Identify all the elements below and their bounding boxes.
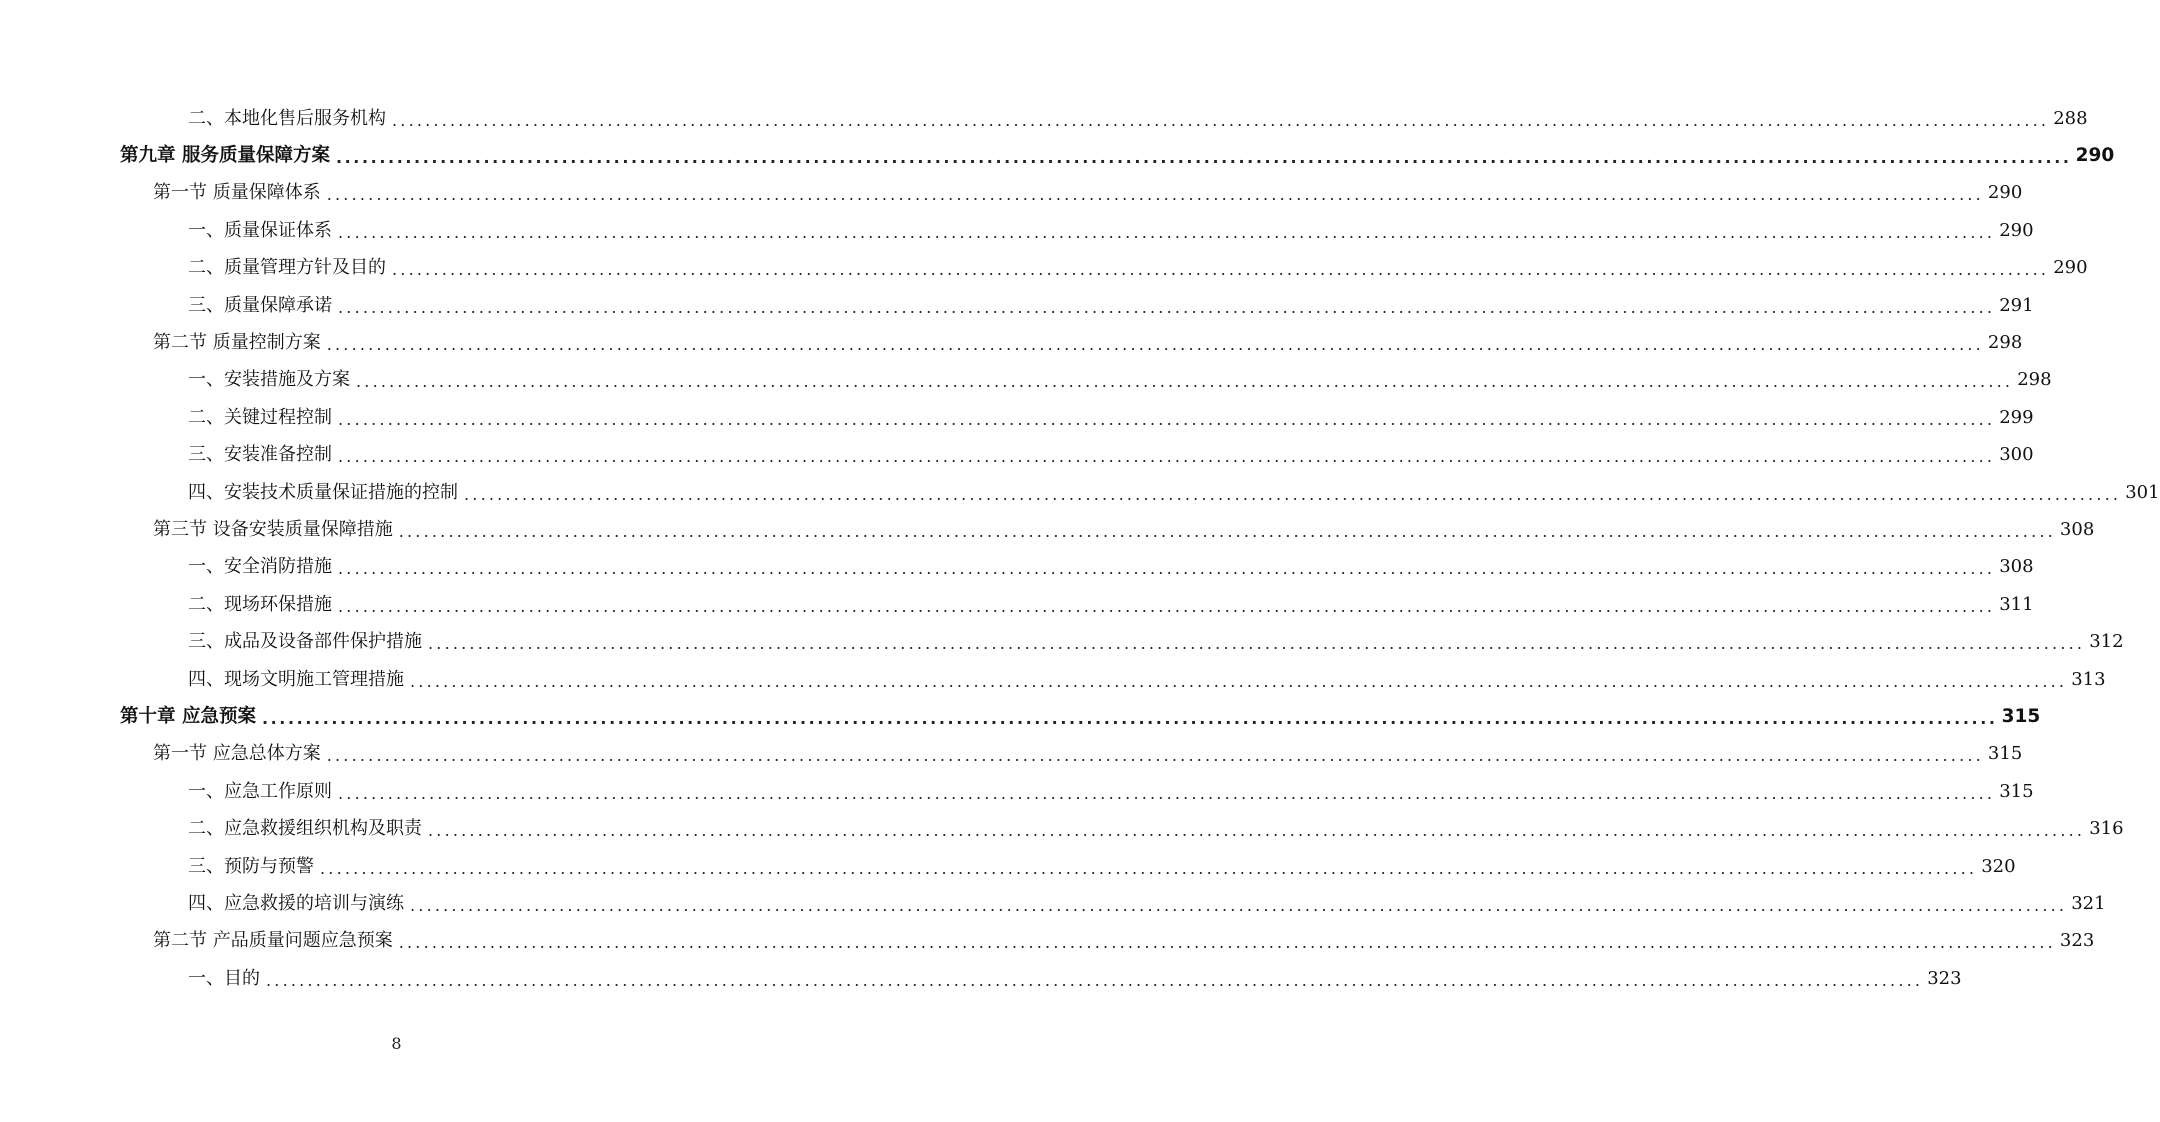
toc-entry-page: 290 — [2053, 257, 2088, 279]
toc-entry-page: 298 — [1987, 332, 2023, 354]
toc-entry-page: 323 — [2059, 930, 2095, 952]
toc-entry-title: 第一节 应急总体方案 — [153, 743, 321, 765]
table-of-contents — [0, 100, 2160, 997]
toc-entry-title: 三、安装准备控制 — [188, 444, 332, 466]
toc-entry-page: 299 — [1999, 406, 2034, 428]
toc-dot-leader: ........................................................................................................................................................................................................ — [356, 372, 2014, 392]
toc-entry-title: 第一节 质量保障体系 — [153, 182, 321, 204]
toc-dot-leader: ........................................................................................................................................................................................................ — [338, 297, 1996, 317]
toc-entry-title: 第九章 服务质量保障方案 — [120, 145, 330, 167]
toc-dot-leader: ........................................................................................................................................................................................................ — [428, 634, 2086, 654]
toc-entry-page: 288 — [2053, 107, 2088, 129]
toc-entry-title: 二、现场环保措施 — [188, 593, 332, 615]
toc-chapter-entry[interactable] — [0, 698, 2041, 735]
toc-subsection-entry[interactable] — [0, 250, 2088, 287]
page-number: 8 — [391, 1034, 402, 1053]
toc-subsection-entry[interactable] — [0, 773, 2034, 810]
toc-entry-page: 291 — [1999, 294, 2034, 316]
toc-dot-leader: ........................................................................................................................................................................................................ — [338, 447, 1996, 467]
toc-dot-leader: ........................................................................................................................................................................................................ — [338, 222, 1996, 242]
toc-dot-leader: ........................................................................................................................................................................................................ — [326, 185, 1984, 205]
toc-entry-page: 312 — [2089, 631, 2124, 653]
toc-entry-title: 四、安装技术质量保证措施的控制 — [188, 481, 458, 503]
toc-dot-leader: ........................................................................................................................................................................................................ — [320, 858, 1978, 878]
toc-subsection-entry[interactable] — [0, 212, 2034, 249]
toc-entry-page: 315 — [1987, 743, 2023, 765]
toc-entry-title: 三、预防与预警 — [188, 855, 314, 877]
toc-entry-title: 四、应急救援的培训与演练 — [188, 892, 404, 914]
toc-section-entry[interactable] — [0, 511, 2095, 548]
toc-entry-page: 315 — [2001, 705, 2041, 727]
toc-subsection-entry[interactable] — [0, 362, 2052, 399]
toc-subsection-entry[interactable] — [0, 100, 2088, 137]
toc-entry-page: 323 — [1927, 967, 1962, 989]
toc-section-entry[interactable] — [0, 324, 2023, 361]
toc-chapter-entry[interactable] — [0, 137, 2115, 174]
toc-entry-page: 308 — [1999, 556, 2034, 578]
toc-section-entry[interactable] — [0, 175, 2023, 212]
toc-entry-title: 二、质量管理方针及目的 — [188, 257, 386, 279]
toc-subsection-entry[interactable] — [0, 549, 2034, 586]
toc-entry-page: 321 — [2071, 892, 2106, 914]
toc-entry-page: 315 — [1999, 780, 2034, 802]
toc-dot-leader: ........................................................................................................................................................................................................ — [338, 559, 1996, 579]
toc-subsection-entry[interactable] — [0, 287, 2034, 324]
toc-entry-page: 300 — [1999, 444, 2034, 466]
toc-entry-title: 二、关键过程控制 — [188, 406, 332, 428]
toc-entry-page: 316 — [2089, 818, 2124, 840]
toc-entry-title: 四、现场文明施工管理措施 — [188, 668, 404, 690]
toc-entry-page: 290 — [1999, 219, 2034, 241]
toc-dot-leader: ........................................................................................................................................................................................................ — [398, 933, 2056, 953]
toc-subsection-entry[interactable] — [0, 474, 2160, 511]
toc-subsection-entry[interactable] — [0, 810, 2124, 847]
toc-entry-title: 一、安装措施及方案 — [188, 369, 350, 391]
toc-entry-page: 311 — [1999, 593, 2034, 615]
toc-dot-leader: ........................................................................................................................................................................................................ — [392, 260, 2050, 280]
toc-entry-title: 一、安全消防措施 — [188, 556, 332, 578]
toc-dot-leader: ........................................................................................................................................................................................................ — [338, 783, 1996, 803]
toc-dot-leader: ........................................................................................................................................................................................................ — [428, 821, 2086, 841]
toc-dot-leader: ........................................................................................................................................................................................................ — [261, 708, 1998, 728]
toc-dot-leader: ........................................................................................................................................................................................................ — [338, 409, 1996, 429]
toc-subsection-entry[interactable] — [0, 586, 2034, 623]
toc-subsection-entry[interactable] — [0, 661, 2106, 698]
toc-dot-leader: ........................................................................................................................................................................................................ — [266, 970, 1924, 990]
toc-entry-page: 308 — [2059, 518, 2095, 540]
toc-subsection-entry[interactable] — [0, 437, 2034, 474]
toc-entry-title: 一、应急工作原则 — [188, 780, 332, 802]
toc-dot-leader: ........................................................................................................................................................................................................ — [410, 671, 2068, 691]
toc-entry-page: 290 — [1987, 182, 2023, 204]
toc-entry-title: 一、质量保证体系 — [188, 219, 332, 241]
toc-subsection-entry[interactable] — [0, 623, 2124, 660]
toc-dot-leader: ........................................................................................................................................................................................................ — [326, 335, 1984, 355]
toc-entry-page: 313 — [2071, 668, 2106, 690]
toc-entry-title: 第二节 产品质量问题应急预案 — [153, 930, 393, 952]
toc-subsection-entry[interactable] — [0, 399, 2034, 436]
toc-subsection-entry[interactable] — [0, 848, 2016, 885]
toc-dot-leader: ........................................................................................................................................................................................................ — [326, 746, 1984, 766]
toc-entry-title: 三、质量保障承诺 — [188, 294, 332, 316]
toc-section-entry[interactable] — [0, 736, 2023, 773]
toc-dot-leader: ........................................................................................................................................................................................................ — [335, 148, 2072, 168]
toc-section-entry[interactable] — [0, 923, 2095, 960]
toc-dot-leader: ........................................................................................................................................................................................................ — [392, 110, 2050, 130]
toc-dot-leader: ........................................................................................................................................................................................................ — [464, 484, 2122, 504]
toc-entry-title: 三、成品及设备部件保护措施 — [188, 631, 422, 653]
toc-entry-page: 301 — [2125, 481, 2160, 503]
toc-entry-page: 320 — [1981, 855, 2016, 877]
toc-entry-page: 298 — [2017, 369, 2052, 391]
toc-subsection-entry[interactable] — [0, 960, 1962, 997]
toc-entry-title: 第二节 质量控制方案 — [153, 332, 321, 354]
toc-entry-title: 二、本地化售后服务机构 — [188, 107, 386, 129]
toc-entry-title: 第十章 应急预案 — [120, 705, 256, 727]
toc-entry-title: 第三节 设备安装质量保障措施 — [153, 518, 393, 540]
toc-dot-leader: ........................................................................................................................................................................................................ — [410, 895, 2068, 915]
toc-entry-page: 290 — [2075, 145, 2115, 167]
toc-entry-title: 二、应急救援组织机构及职责 — [188, 818, 422, 840]
toc-dot-leader: ........................................................................................................................................................................................................ — [398, 521, 2056, 541]
toc-entry-title: 一、目的 — [188, 967, 260, 989]
toc-subsection-entry[interactable] — [0, 885, 2106, 922]
toc-dot-leader: ........................................................................................................................................................................................................ — [338, 596, 1996, 616]
